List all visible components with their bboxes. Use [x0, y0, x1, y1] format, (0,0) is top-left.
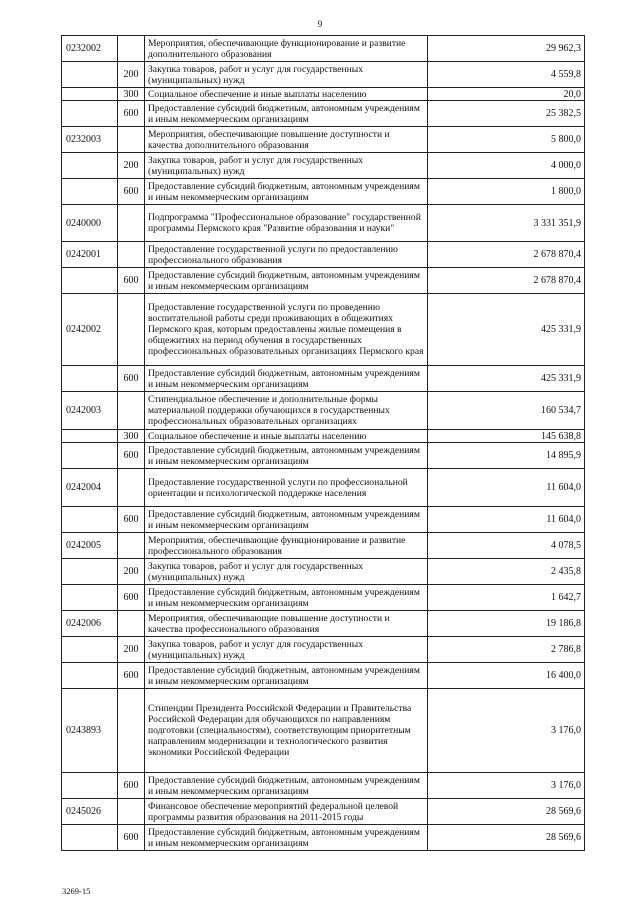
target-article-code	[62, 153, 118, 179]
item-amount: 28 569,6	[428, 799, 585, 825]
expense-type-code: 300	[118, 88, 145, 101]
table-row	[62, 430, 585, 443]
expense-type-code: 600	[118, 366, 145, 392]
item-amount: 2 678 870,4	[428, 242, 585, 268]
expense-type-code: 600	[118, 773, 145, 799]
item-name: Предоставление государственной услуги по профессиональной ориентации и психологической поддержке населения	[145, 469, 428, 507]
expense-type-code	[118, 205, 145, 242]
item-name: Предоставление субсидий бюджетным, автономным учреждениям и иным некоммерческим организациям	[145, 268, 428, 294]
target-article-code: 0242001	[62, 242, 118, 268]
expense-type-code: 200	[118, 637, 145, 663]
target-article-code	[62, 62, 118, 88]
document-footer-code: 3269-15	[62, 886, 91, 896]
budget-table-body	[62, 36, 585, 851]
table-row	[62, 559, 585, 585]
expense-type-code	[118, 127, 145, 153]
expense-type-code	[118, 689, 145, 773]
expense-type-code: 200	[118, 153, 145, 179]
expense-type-code: 600	[118, 663, 145, 689]
expense-type-code	[118, 799, 145, 825]
item-amount: 2 786,8	[428, 637, 585, 663]
target-article-code: 0242003	[62, 392, 118, 430]
item-amount: 2 435,8	[428, 559, 585, 585]
target-article-code	[62, 637, 118, 663]
item-amount: 3 331 351,9	[428, 205, 585, 242]
item-amount: 425 331,9	[428, 366, 585, 392]
target-article-code	[62, 663, 118, 689]
item-amount: 4 078,5	[428, 533, 585, 559]
table-row	[62, 205, 585, 242]
item-name: Предоставление субсидий бюджетным, автономным учреждениям и иным некоммерческим организациям	[145, 366, 428, 392]
target-article-code	[62, 825, 118, 851]
table-row	[62, 268, 585, 294]
expense-type-code: 600	[118, 825, 145, 851]
table-row	[62, 689, 585, 773]
target-article-code: 0232003	[62, 127, 118, 153]
expense-type-code: 600	[118, 179, 145, 205]
item-amount: 16 400,0	[428, 663, 585, 689]
item-amount: 28 569,6	[428, 825, 585, 851]
item-amount: 19 186,8	[428, 611, 585, 637]
target-article-code: 0242004	[62, 469, 118, 507]
item-amount: 425 331,9	[428, 294, 585, 366]
table-row	[62, 88, 585, 101]
table-row	[62, 62, 585, 88]
item-name: Закупка товаров, работ и услуг для государственных (муниципальных) нужд	[145, 62, 428, 88]
expense-type-code	[118, 242, 145, 268]
item-amount: 11 604,0	[428, 469, 585, 507]
table-row	[62, 36, 585, 62]
target-article-code: 0242006	[62, 611, 118, 637]
item-amount: 4 000,0	[428, 153, 585, 179]
target-article-code	[62, 507, 118, 533]
target-article-code	[62, 773, 118, 799]
table-row	[62, 153, 585, 179]
item-name: Стипендиальное обеспечение и дополнительные формы материальной поддержки обучающихся в государственных профессиональных образовательных организациях	[145, 392, 428, 430]
item-amount: 29 962,3	[428, 36, 585, 62]
item-name: Социальное обеспечение и иные выплаты населению	[145, 430, 428, 443]
table-row	[62, 611, 585, 637]
target-article-code	[62, 268, 118, 294]
item-name: Предоставление государственной услуги по проведению воспитательной работы среди проживающих в общежитиях Пермского края, которым предоставлены жилые помещения в общежитиях на период обучения в государственных профессиональных образовательных организациях Пермского края	[145, 294, 428, 366]
table-row	[62, 663, 585, 689]
item-name: Предоставление субсидий бюджетным, автономным учреждениям и иным некоммерческим организациям	[145, 585, 428, 611]
expense-type-code: 200	[118, 559, 145, 585]
expense-type-code	[118, 36, 145, 62]
item-name: Предоставление субсидий бюджетным, автономным учреждениям и иным некоммерческим организациям	[145, 179, 428, 205]
expense-type-code: 600	[118, 507, 145, 533]
table-row	[62, 179, 585, 205]
expense-type-code: 600	[118, 443, 145, 469]
item-name: Предоставление субсидий бюджетным, автономным учреждениям и иным некоммерческим организациям	[145, 101, 428, 127]
item-name: Мероприятия, обеспечивающие повышение доступности и качества дополнительного образования	[145, 127, 428, 153]
target-article-code: 0242005	[62, 533, 118, 559]
expense-type-code: 600	[118, 585, 145, 611]
item-name: Социальное обеспечение и иные выплаты населению	[145, 88, 428, 101]
expense-type-code	[118, 392, 145, 430]
target-article-code: 0232002	[62, 36, 118, 62]
item-amount: 1 642,7	[428, 585, 585, 611]
item-amount: 160 534,7	[428, 392, 585, 430]
expense-type-code	[118, 294, 145, 366]
expense-type-code: 300	[118, 430, 145, 443]
target-article-code	[62, 585, 118, 611]
expense-type-code: 600	[118, 101, 145, 127]
table-row	[62, 443, 585, 469]
table-row	[62, 469, 585, 507]
item-amount: 3 176,0	[428, 689, 585, 773]
target-article-code	[62, 179, 118, 205]
item-amount: 145 638,8	[428, 430, 585, 443]
table-row	[62, 127, 585, 153]
target-article-code	[62, 443, 118, 469]
target-article-code	[62, 366, 118, 392]
table-row	[62, 799, 585, 825]
expense-type-code: 600	[118, 268, 145, 294]
table-row	[62, 585, 585, 611]
item-name: Мероприятия, обеспечивающие повышение доступности и качества профессионального образования	[145, 611, 428, 637]
target-article-code	[62, 88, 118, 101]
item-name: Стипендии Президента Российской Федерации и Правительства Российской Федерации для обучающихся по направлениям подготовки (специальностям), соответствующим приоритетным направлениям модернизации и технологического развития экономики Российской Федерации	[145, 689, 428, 773]
target-article-code: 0242002	[62, 294, 118, 366]
item-name: Мероприятия, обеспечивающие функционирование и развитие профессионального образования	[145, 533, 428, 559]
target-article-code: 0243893	[62, 689, 118, 773]
item-name: Закупка товаров, работ и услуг для государственных (муниципальных) нужд	[145, 153, 428, 179]
item-name: Мероприятия, обеспечивающие функционирование и развитие дополнительного образования	[145, 36, 428, 62]
budget-table-wrapper	[61, 35, 585, 851]
table-row	[62, 825, 585, 851]
table-row	[62, 242, 585, 268]
item-name: Закупка товаров, работ и услуг для государственных (муниципальных) нужд	[145, 559, 428, 585]
item-name: Предоставление субсидий бюджетным, автономным учреждениям и иным некоммерческим организациям	[145, 443, 428, 469]
item-name: Закупка товаров, работ и услуг для государственных (муниципальных) нужд	[145, 637, 428, 663]
item-amount: 5 800,0	[428, 127, 585, 153]
table-row	[62, 637, 585, 663]
item-amount: 2 678 870,4	[428, 268, 585, 294]
expense-type-code	[118, 469, 145, 507]
item-name: Предоставление субсидий бюджетным, автономным учреждениям и иным некоммерческим организациям	[145, 663, 428, 689]
table-row	[62, 533, 585, 559]
expense-type-code: 200	[118, 62, 145, 88]
target-article-code	[62, 101, 118, 127]
item-name: Предоставление субсидий бюджетным, автономным учреждениям и иным некоммерческим организациям	[145, 773, 428, 799]
item-amount: 20,0	[428, 88, 585, 101]
item-amount: 4 559,8	[428, 62, 585, 88]
item-amount: 14 895,9	[428, 443, 585, 469]
item-amount: 3 176,0	[428, 773, 585, 799]
table-row	[62, 366, 585, 392]
table-row	[62, 294, 585, 366]
table-row	[62, 507, 585, 533]
target-article-code	[62, 430, 118, 443]
item-amount: 25 382,5	[428, 101, 585, 127]
item-name: Предоставление субсидий бюджетным, автономным учреждениям и иным некоммерческим организациям	[145, 825, 428, 851]
expense-type-code	[118, 611, 145, 637]
table-row	[62, 773, 585, 799]
item-amount: 11 604,0	[428, 507, 585, 533]
page-number: 9	[317, 19, 323, 29]
table-row	[62, 392, 585, 430]
item-name: Подпрограмма "Профессиональное образование" государственной программы Пермского края "Развитие образования и науки"	[145, 205, 428, 242]
item-amount: 1 800,0	[428, 179, 585, 205]
table-row	[62, 101, 585, 127]
target-article-code: 0245026	[62, 799, 118, 825]
target-article-code: 0240000	[62, 205, 118, 242]
item-name: Предоставление государственной услуги по предоставлению профессионального образования	[145, 242, 428, 268]
budget-table	[61, 35, 585, 851]
item-name: Предоставление субсидий бюджетным, автономным учреждениям и иным некоммерческим организациям	[145, 507, 428, 533]
item-name: Финансовое обеспечение мероприятий федеральной целевой программы развития образования на 2011-2015 годы	[145, 799, 428, 825]
target-article-code	[62, 559, 118, 585]
expense-type-code	[118, 533, 145, 559]
